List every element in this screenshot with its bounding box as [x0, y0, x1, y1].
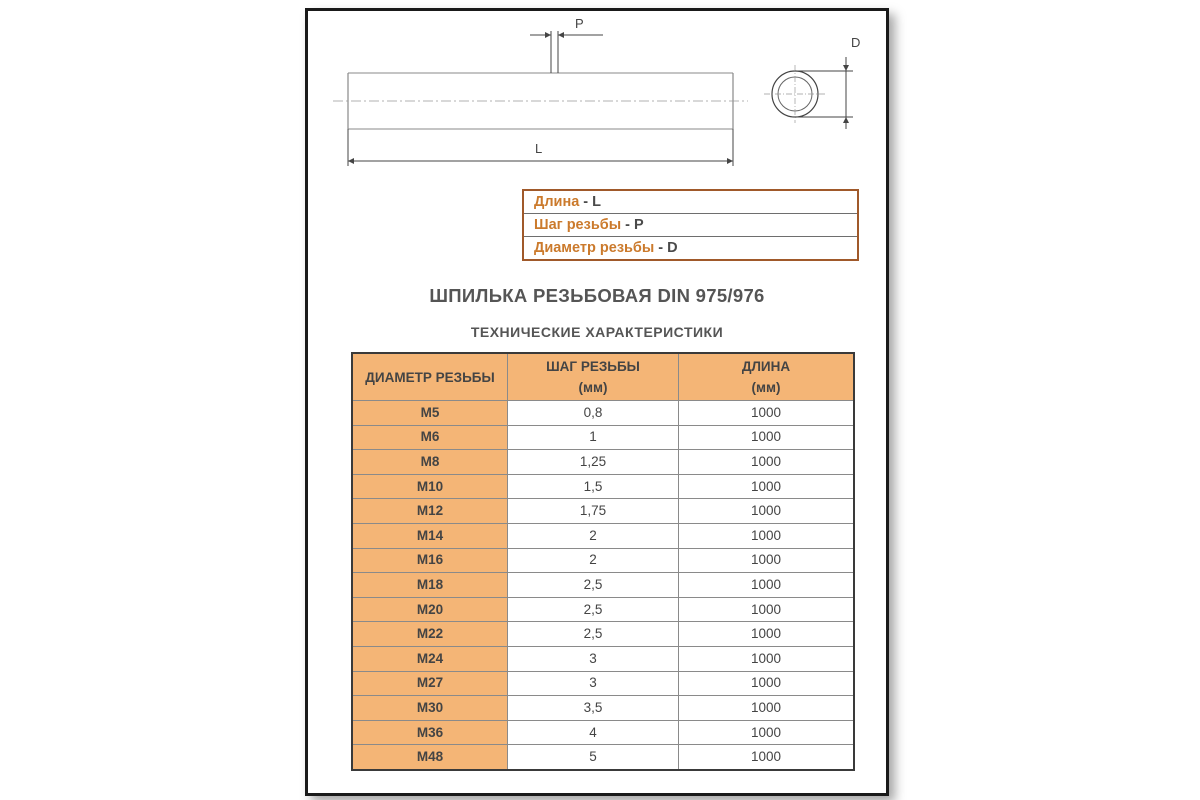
cell-pitch: 2 — [508, 523, 679, 548]
cell-pitch: 4 — [508, 720, 679, 745]
cell-diameter: М20 — [352, 597, 508, 622]
rod-body — [333, 73, 748, 129]
legend-row-pitch — [524, 214, 857, 237]
length-label: L — [535, 141, 543, 156]
cell-pitch: 0,8 — [508, 401, 679, 426]
legend-symbol: P — [633, 217, 644, 233]
table-row — [352, 622, 854, 647]
table-row — [352, 523, 854, 548]
table-row — [352, 548, 854, 573]
table-header-row — [352, 353, 854, 401]
cell-diameter: М6 — [352, 425, 508, 450]
rod-end-view — [764, 35, 860, 129]
cell-pitch: 1,5 — [508, 474, 679, 499]
legend-term: Длина — [534, 194, 580, 210]
table-row — [352, 646, 854, 671]
cell-diameter: М18 — [352, 573, 508, 598]
page-title: ШПИЛЬКА РЕЗЬБОВАЯ DIN 975/976 — [429, 285, 765, 306]
cell-pitch: 2 — [508, 548, 679, 573]
page-subtitle: ТЕХНИЧЕСКИЕ ХАРАКТЕРИСТИКИ — [470, 324, 724, 340]
cell-diameter: М16 — [352, 548, 508, 573]
legend-row-length — [524, 191, 857, 214]
cell-length: 1000 — [679, 671, 855, 696]
legend-symbol: L — [592, 194, 602, 210]
legend-separator: - — [621, 217, 634, 233]
table-row — [352, 499, 854, 524]
cell-pitch: 2,5 — [508, 622, 679, 647]
table-row — [352, 745, 854, 770]
spec-sheet — [305, 8, 889, 796]
cell-pitch: 5 — [508, 745, 679, 770]
table-row — [352, 401, 854, 426]
table-row — [352, 450, 854, 475]
header-length-title: ДЛИНА — [741, 359, 791, 374]
table-row — [352, 720, 854, 745]
cell-length: 1000 — [679, 573, 855, 598]
threaded-rod-drawing — [308, 11, 886, 186]
cell-pitch: 2,5 — [508, 597, 679, 622]
spec-table — [351, 352, 855, 771]
cell-pitch: 1,75 — [508, 499, 679, 524]
cell-diameter: М14 — [352, 523, 508, 548]
legend-term: Диаметр резьбы — [534, 240, 655, 256]
cell-length: 1000 — [679, 597, 855, 622]
cell-length: 1000 — [679, 646, 855, 671]
diameter-label: D — [851, 35, 861, 50]
cell-pitch: 3 — [508, 671, 679, 696]
header-pitch-title: ШАГ РЕЗЬБЫ — [546, 359, 640, 374]
legend-separator: - — [579, 194, 593, 210]
header-length-unit: (мм) — [751, 380, 781, 395]
cell-diameter: М27 — [352, 671, 508, 696]
pitch-label: P — [575, 16, 584, 31]
cell-diameter: М24 — [352, 646, 508, 671]
table-row — [352, 671, 854, 696]
cell-pitch: 3,5 — [508, 696, 679, 721]
table-row — [352, 425, 854, 450]
header-diameter: ДИАМЕТР РЕЗЬБЫ — [352, 353, 508, 401]
cell-length: 1000 — [679, 450, 855, 475]
cell-pitch: 1,25 — [508, 450, 679, 475]
table-row — [352, 597, 854, 622]
cell-length: 1000 — [679, 401, 855, 426]
cell-diameter: М30 — [352, 696, 508, 721]
header-pitch — [508, 353, 679, 401]
table-row — [352, 696, 854, 721]
legend-row-diameter — [524, 237, 857, 259]
cell-pitch: 2,5 — [508, 573, 679, 598]
cell-pitch: 3 — [508, 646, 679, 671]
cell-length: 1000 — [679, 499, 855, 524]
cell-diameter: М36 — [352, 720, 508, 745]
cell-diameter: М10 — [352, 474, 508, 499]
dimension-legend — [522, 189, 859, 261]
legend-term: Шаг резьбы — [534, 217, 622, 233]
pitch-dimension — [530, 16, 603, 73]
cell-diameter: М48 — [352, 745, 508, 770]
length-dimension — [348, 129, 733, 166]
cell-length: 1000 — [679, 474, 855, 499]
cell-diameter: М8 — [352, 450, 508, 475]
legend-separator: - — [654, 240, 668, 256]
header-pitch-unit: (мм) — [578, 380, 608, 395]
cell-length: 1000 — [679, 548, 855, 573]
cell-length: 1000 — [679, 696, 855, 721]
cell-diameter: М12 — [352, 499, 508, 524]
cell-diameter: М22 — [352, 622, 508, 647]
legend-symbol: D — [667, 240, 678, 256]
cell-diameter: М5 — [352, 401, 508, 426]
cell-length: 1000 — [679, 523, 855, 548]
table-row — [352, 474, 854, 499]
cell-pitch: 1 — [508, 425, 679, 450]
cell-length: 1000 — [679, 622, 855, 647]
table-row — [352, 573, 854, 598]
cell-length: 1000 — [679, 720, 855, 745]
cell-length: 1000 — [679, 745, 855, 770]
cell-length: 1000 — [679, 425, 855, 450]
header-length — [679, 353, 855, 401]
